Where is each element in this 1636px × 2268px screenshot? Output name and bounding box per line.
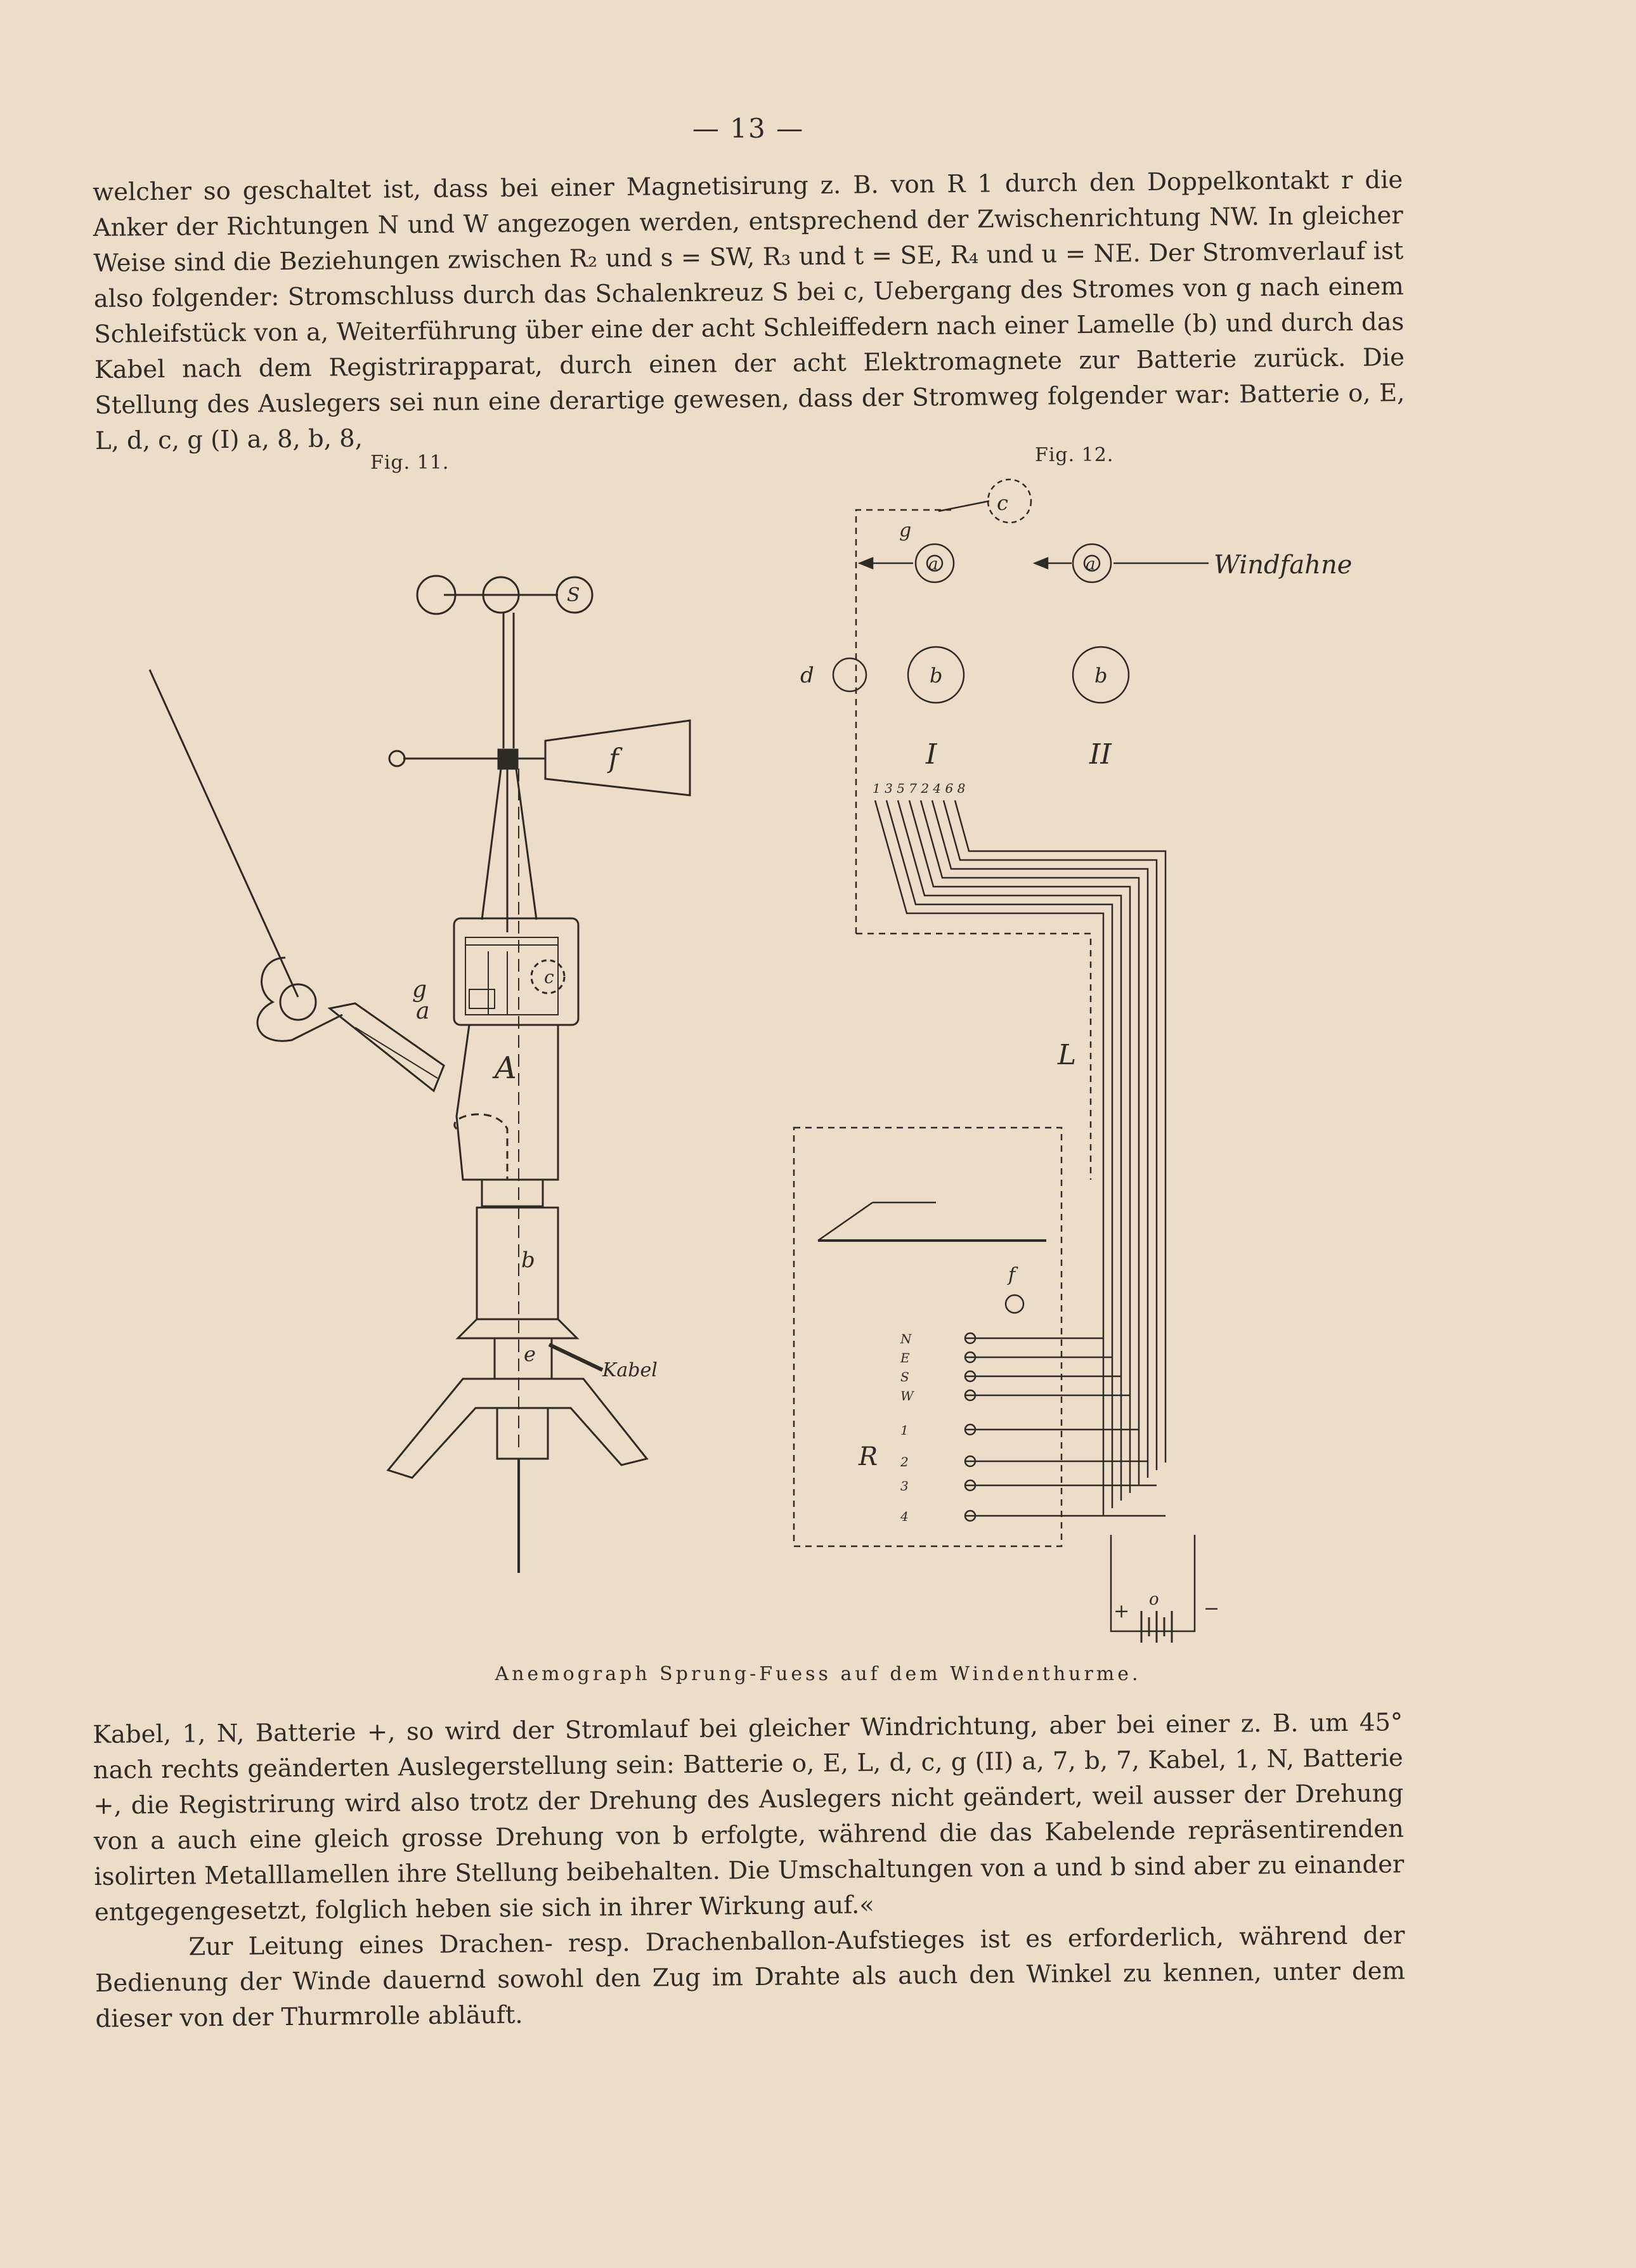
fig12-switch-N: N: [900, 1331, 912, 1346]
fig12-battery-plus: +: [1113, 1600, 1130, 1622]
fig11-letter-c: c: [544, 967, 554, 987]
fig12-letter-d: d: [800, 663, 814, 688]
fig12-letter-f: f: [1008, 1264, 1016, 1286]
fig11-letter-A: A: [495, 1050, 517, 1086]
fig11-letter-g: g: [412, 977, 427, 1003]
fig12-relay-4: 4: [900, 1509, 909, 1524]
fig12-battery-minus: −: [1204, 1598, 1220, 1620]
fig12-switch-E: E: [900, 1350, 910, 1365]
fig12-contact-c: [988, 479, 1031, 523]
fig12-d: [833, 658, 866, 691]
fig12-unit-II: II: [1089, 738, 1112, 771]
fig11-letter-s: S: [567, 584, 580, 606]
page-number: — 13 —: [692, 113, 805, 144]
fig12-relay-3: 3: [900, 1478, 909, 1494]
fig12-wire-1: [875, 800, 1103, 1516]
fig11-letter-b: b: [521, 1248, 535, 1273]
figure-caption: Anemograph Sprung-Fuess auf dem Windenthurme.: [495, 1663, 1141, 1685]
fig12-relay-2: 2: [900, 1454, 909, 1470]
fig12-register-frame: [794, 1128, 1061, 1546]
fig12-letter-b-II: b: [1094, 663, 1108, 688]
paragraph-top-text: welcher so geschaltet ist, dass bei einer Magnetisirung z. B. von R 1 durch den Doppelkontakt r die Anker der Richtungen N und W angezogen werden, entsprechend der Zwischenrichtung NW. In gleicher Weise sind die Beziehungen zwischen R₂ und s = SW, R₃ und t = SE, R₄ und u = NE. Der Stromverlauf ist also folgender: Stromschluss durch das Schalenkreuz S bei c, Uebergang des Stromes von g nach einem Schleifstück von a, Weiterführung über eine der acht Schleiffedern nach einer Lamelle (b) und durch das Kabel nach dem Registrirapparat, durch einen der acht Elektromagnete zur Batterie zurück. Die Stellung des Auslegers sei nun eine derartige gewesen, dass der Stromweg folgender war: Batterie o, E, L, d, c, g (I) a, 8, b, 8,: [93, 166, 1405, 455]
fig12-label: Fig. 12.: [1035, 444, 1114, 466]
fig12-letter-a-II: a: [1086, 555, 1096, 574]
fig11-letter-a: a: [416, 998, 430, 1024]
fig12-letter-R: R: [859, 1442, 878, 1471]
fig11-letter-kabel: Kabel: [602, 1359, 658, 1381]
fig12-switch-S: S: [900, 1369, 909, 1385]
fig12-letter-a-I: a: [928, 555, 938, 574]
fig12-windfahne: Windfahne: [1214, 551, 1353, 580]
fig12-letter-b-I: b: [930, 663, 943, 688]
fig12-letter-g: g: [899, 519, 912, 542]
fig12-relay-1: 1: [900, 1423, 909, 1438]
paragraph-bottom-1: Kabel, 1, N, Batterie +, so wird der Stromlauf bei gleicher Windrichtung, aber bei einer z. B. um 45° nach rechts geänderten Auslegerstellung sein: Batterie o, E, L, d, c, g (II) a, 7, b, 7, Kabel, 1, N, Batterie +, die Registrirung wird also trotz der Drehung des Auslegers nicht geändert, weil ausser der Drehung von a auch eine gleich grosse Drehung von b erfolgte, während die das Kabelende repräsentirenden isolirten Metalllamellen ihre Stellung beibehalten. Die Umschaltungen von a und b sind aber zu einander entgegengesetzt, folglich heben sie sich in ihrer Wirkung auf.«: [93, 1708, 1405, 1927]
paragraph-bottom-2: Zur Leitung eines Drachen- resp. Drachenballon-Aufstieges ist es erforderlich, während der Bedienung der Winde dauernd sowohl den Zug im Drahte als auch den Winkel zu kennen, unter dem dieser von der Thurmrolle abläuft.: [94, 1921, 1406, 2033]
fig12-switch-W: W: [900, 1388, 914, 1404]
fig12-pen-wheel: [1006, 1295, 1023, 1313]
paragraph-bottom: [93, 1705, 1406, 2037]
fig12-letter-c: c: [997, 491, 1008, 515]
fig11-letter-e: e: [524, 1342, 536, 1366]
fig12-unit-I: I: [926, 738, 937, 771]
fig12-wire-numbers: 1 3 5 7 2 4 6 8: [873, 781, 966, 796]
fig11-label: Fig. 11.: [370, 452, 450, 474]
fig12-letter-L: L: [1058, 1039, 1077, 1071]
fig11-letter-f: f: [609, 743, 619, 774]
fig12-letter-o: o: [1149, 1590, 1159, 1609]
fig12-terminals: [965, 1333, 1165, 1521]
